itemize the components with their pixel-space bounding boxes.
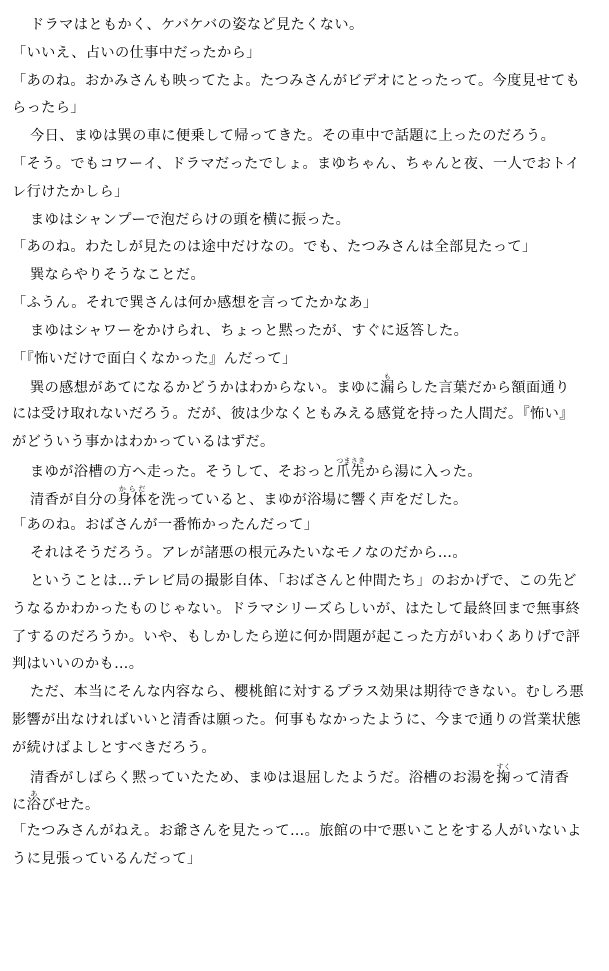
text-segment: らした言葉だから額面通り: [394, 380, 570, 397]
text-line: には受け取れないだろう。だが、彼は少なくともみえる感覚を持った人間だ。『怖い』: [12, 406, 574, 423]
text-line: 「『怖いだけで面白くなかった』んだって」: [12, 350, 297, 367]
text-line: ドラマはともかく、ケバケバの姿など見たくない。: [30, 17, 364, 33]
text-line: 判はいいのかも…。: [12, 656, 144, 673]
text-segment: 清香が自分の: [30, 491, 118, 508]
text-segment: って清香: [510, 769, 570, 786]
text-segment: まゆが浴槽の方へ走った。そうして、そおっと: [30, 463, 337, 480]
text-segment: 巽の感想があてになるかどうかはわからない。まゆに: [30, 380, 381, 397]
text-segment: 清香がしばらく黙っていたため、まゆは退屈したようだ。浴槽のお湯を: [30, 769, 497, 786]
text-line: [12, 763, 599, 791]
text-line: 「いいえ、占いの仕事中だったから」: [12, 44, 261, 61]
text-line: が続けばよしとすべきだろう。: [12, 739, 216, 756]
text-line: 「あのね。おかみさんも映ってたよ。たつみさんがビデオにとったって。今度見せても: [12, 72, 581, 89]
text-line: 今日、まゆは巽の車に便乗して帰ってきた。その車中で話題に上ったのだろう。: [30, 128, 556, 145]
text-line: 「たつみさんがねえ。お爺さんを見たって…。旅館の中で悪いことをする人がいないよ: [12, 823, 582, 840]
text-line: [12, 485, 599, 513]
ruby-annotation: 身体からだ: [117, 484, 147, 508]
text-line: 「そう。でもコワーイ、ドラマだったでしょ。まゆちゃん、ちゃんと夜、一人でおトイ: [12, 155, 580, 172]
text-line: まゆはシャワーをかけられ、ちょっと黙ったが、すぐに返答した。: [30, 322, 469, 339]
text-line: 影響が出なければいいと清香は願った。何事もなかったように、今まで通りの営業状態: [12, 711, 581, 728]
ruby-annotation: 爪先つまさき: [336, 456, 366, 480]
text-line: うなるかわかったものじゃない。ドラマシリーズらしいが、はたして最終回まで無事終: [12, 600, 581, 617]
text-segment: びせた。: [41, 797, 100, 814]
text-segment: から湯に入った。: [365, 463, 482, 480]
ruby-annotation: 掬すく: [496, 762, 511, 786]
text-line: まゆはシャンプーで泡だらけの頭を横に振った。: [30, 211, 351, 228]
text-line: [12, 790, 599, 818]
text-line: 了するのだろうか。いや、もしかしたら逆に何か問題が起こった方がいわくありげで評: [12, 628, 581, 645]
text-line: 「あのね。おばさんが一番怖かったんだって」: [12, 517, 319, 534]
text-line: 「あのね。わたしが見たのは途中だけなの。でも、たつみさんは全部見たって」: [12, 239, 537, 256]
text-segment: を洗っていると、まゆが浴場に響く声をだした。: [146, 491, 468, 508]
text-line: ということは…テレビ局の撮影自体、「おばさんと仲間たち」のおかげで、この先ど: [30, 572, 577, 589]
text-line: [12, 373, 599, 401]
text-segment: に: [12, 797, 27, 814]
text-line: 巽ならやりそうなことだ。: [30, 267, 206, 284]
ruby-annotation: 浴あ: [26, 790, 42, 814]
text-line: [12, 457, 599, 485]
text-line: うに見張っているんだって」: [12, 850, 202, 867]
text-line: がどういう事かはわかっているはずだ。: [12, 433, 275, 450]
text-line: ただ、本当にそんな内容なら、櫻桃館に対するプラス効果は期待できない。むしろ悪: [30, 684, 584, 701]
text-line: レ行けたかしら」: [12, 183, 129, 200]
text-line: らったら」: [12, 100, 85, 117]
ruby-annotation: 漏も: [380, 373, 395, 397]
text-line: それはそうだろう。アレが諸悪の根元みたいなモノなのだから…。: [30, 545, 467, 562]
text-line: 「ふうん。それで巽さんは何か感想を言ってたかなあ」: [12, 294, 378, 311]
